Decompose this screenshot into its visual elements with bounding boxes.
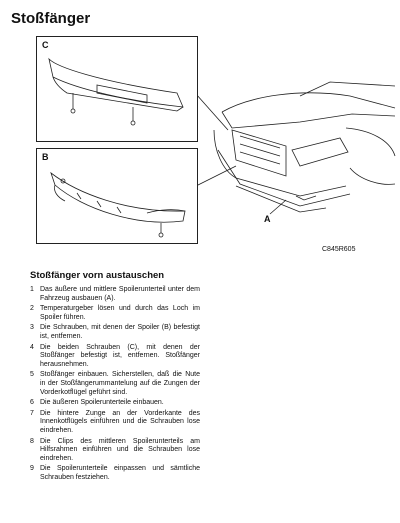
inset-c-label: C [42,40,49,50]
list-item [30,286,200,303]
step-number: 4 [30,343,34,351]
list-item [30,438,200,464]
list-item [30,324,200,341]
step-number: 1 [30,286,34,293]
list-item [30,371,200,397]
step-text: Stoßfänger einbauen. Sicherstellen, daß die Nute in der Stoßfängerummantelung auf die Zungen der Vorderkotflügel geführt sind. [40,371,200,396]
step-text: Die äußeren Spoilerunterteile einbauen. [40,399,164,407]
section-heading: Stoßfänger vorn austauschen [30,270,165,281]
step-number: 8 [30,437,34,445]
step-text: Die Clips des mittleren Spoilerunterteils am Hilfsrahmen einführen und die Schrauben lose eindrehen. [40,437,200,462]
page-title: Stoßfänger [11,10,91,27]
callout-a-label: A [264,214,271,224]
step-number: 2 [30,305,34,313]
list-item [30,410,200,436]
figure-code: C845R605 [322,246,356,253]
step-number: 3 [30,324,34,332]
list-item [30,344,200,370]
step-number: 7 [30,409,34,417]
step-text: Die Schrauben, mit denen der Spoiler (B) befestigt ist, entfernen. [40,324,200,340]
step-text: Die beiden Schrauben (C), mit denen der Stoßfänger befestigt ist, entfernen. Stoßfänger herausnehmen. [40,343,200,368]
step-text: Die Spoilerunterteile einpassen und sämtliche Schrauben festziehen. [40,465,200,481]
inset-c [36,36,198,142]
step-text: Die hintere Zunge an der Vorderkante des Innenkotflügels einführen und die Schrauben lose eindrehen. [40,409,200,434]
inset-b [36,148,198,244]
bumper-detail-drawing [37,37,197,141]
steps-list [30,286,200,484]
inset-b-label: B [42,152,49,162]
step-number: 9 [30,465,34,473]
list-item [30,399,200,408]
list-item [30,305,200,322]
step-number: 6 [30,399,34,407]
list-item [30,465,200,482]
step-text: Temperaturgeber lösen und durch das Loch im Spoiler führen. [40,305,200,321]
step-text: Das äußere und mittlere Spoilerunterteil unter dem Fahrzeug ausbauen (A). [40,286,200,302]
step-number: 5 [30,371,34,379]
spoiler-detail-drawing [37,149,197,243]
